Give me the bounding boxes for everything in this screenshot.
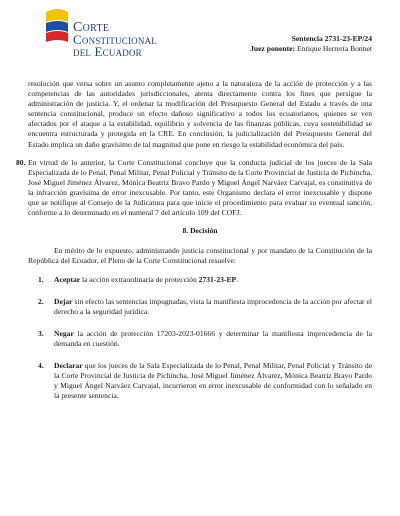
decision-item: [28, 329, 372, 349]
item-text: que los jueces de la Sala Especializada de lo Penal, Penal Militar, Penal Policial y Tránsito de la Corte Provincial de Justicia de Pichincha, José Miguel Jiménez Álvarez, Mónica Beatriz Bravo Pardo y Miguel Ángel Narváez Carvajal, incurrieron en error inexcusable de conformidad con lo señalado en la presente sentencia.: [54, 360, 372, 401]
paragraph-79-continuation: resolución que versa sobre un asunto completamente ajeno a la naturaleza de la acción de protección y a las competencias de las autoridades jurisdiccionales, atenta directamente contra los fines que persigue la administración de justicia. Y, el ordenar la modificación del Presupuesto General del Estado a través de una sentencia constitucional, produce un efecto dañoso significativo a todos los ecuatorianos, quienes se ven afectados por el ataque a la estabilidad, equilibrio y solvencia de las finanzas públicas, cuya sostenibilidad se encuentra estructurada y protegida en la CRE. En conclusión, la judicialización del Presupuesto General del Estado implica un daño gravísimo de tal magnitud que pone en riesgo la estabilidad económica del país.: [28, 79, 372, 149]
decision-item: [28, 275, 372, 285]
court-logo-icon: [44, 8, 70, 46]
decision-intro: En mérito de lo expuesto, administrando justicia constitucional y por mandato de la Constitución de la República del Ecuador, el Pleno de la Corte Constitucional resuelve:: [28, 246, 372, 266]
item-verb: Negar: [54, 328, 74, 338]
item-number: 3.: [38, 328, 44, 338]
logo-line-2: Constitucional: [73, 32, 157, 47]
item-text: la acción extraordinaria de protección: [80, 274, 199, 284]
document-meta: [250, 34, 372, 54]
item-case-number: 2731-23-EP: [198, 274, 237, 284]
logo-line-1: Corte: [73, 20, 110, 35]
paragraph-text: En virtud de lo anterior, la Corte Constitucional concluye que la conducta judicial de los jueces de la Sala Especializada de lo Penal, Penal Militar, Penal Policial y Tránsito de la Corte Provincial de Justicia de Pichincha, José Miguel Jiménez Álvarez, Mónica Beatriz Bravo Pardo y Miguel Ángel Narváez Carvajal, es constitutiva de la infracción gravísima de error inexcusable. Por tanto, este Organismo declara el error inexcusable y dispone que se notifique al Consejo de la Judicatura para que inicie el procedimiento para evaluar su eventual sanción, conforme a lo determinado en el numeral 7 del artículo 109 del COFJ.: [28, 157, 372, 218]
section-title: 8. Decisión: [182, 226, 218, 236]
item-verb: Dejar: [54, 296, 73, 306]
decision-item: [28, 297, 372, 317]
item-number: 2.: [38, 296, 44, 306]
item-verb: Aceptar: [54, 274, 81, 284]
judge-line: [250, 44, 372, 54]
judge-label: Juez ponente:: [250, 44, 296, 53]
paragraph-80: [16, 157, 372, 219]
document-body: [16, 79, 372, 413]
item-number: 4.: [38, 360, 44, 370]
item-number: 1.: [38, 274, 44, 284]
sentence-number: Sentencia 2731-23-EP/24: [291, 34, 372, 43]
logo-line-3: del Ecuador: [73, 44, 142, 59]
item-text: sin efecto las sentencias impugnadas, vista la manifiesta improcedencia de la acción por afectar el derecho a la seguridad jurídica.: [54, 296, 372, 316]
judge-name: Enrique Herrería Bonnet: [296, 44, 372, 53]
decision-item: [28, 361, 372, 401]
page-header: [0, 0, 400, 70]
court-logo-text: [73, 21, 157, 58]
item-text: la acción de protección 17203-2023-01666 y determinar la manifiesta improcedencia de la demanda en cuestión.: [54, 328, 372, 348]
item-verb: Declarar: [54, 360, 83, 370]
paragraph-number: 80.: [16, 157, 26, 167]
item-tail: .: [236, 274, 239, 284]
